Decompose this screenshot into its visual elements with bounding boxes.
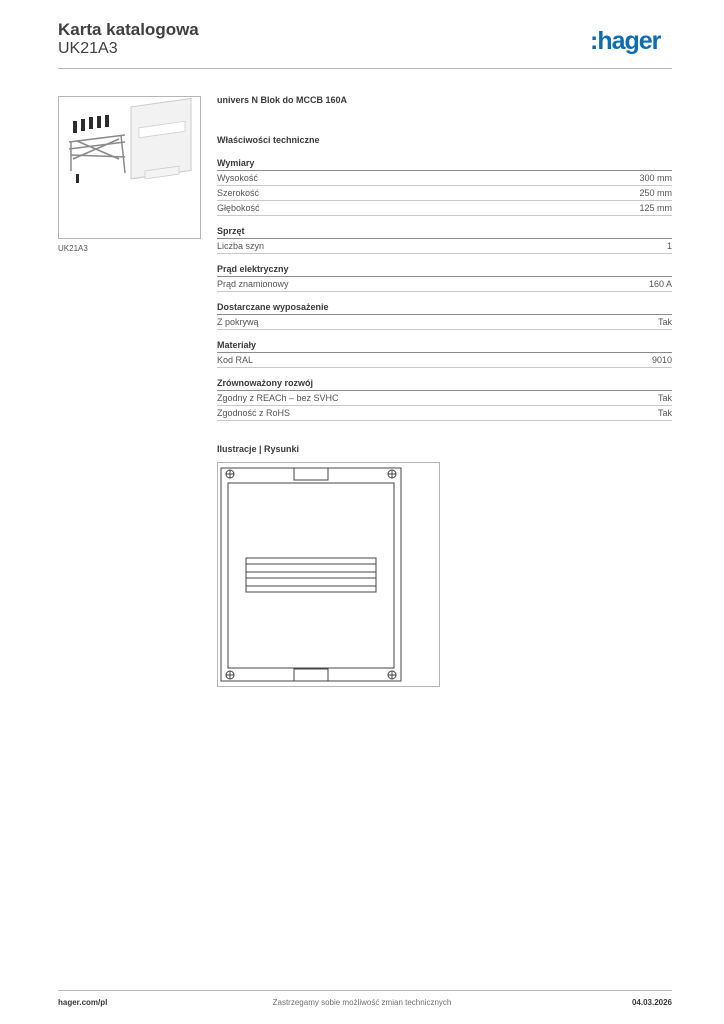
spec-group-supplied (217, 301, 672, 330)
spec-value: 250 mm (639, 188, 672, 198)
spec-label: Wysokość (217, 173, 258, 183)
group-title: Dostarczane wyposażenie (217, 301, 672, 315)
technical-drawing (217, 462, 440, 687)
spec-row (217, 277, 672, 292)
spec-row (217, 171, 672, 186)
spec-label: Kod RAL (217, 355, 254, 365)
product-code: UK21A3 (58, 40, 118, 57)
spec-label: Liczba szyn (217, 241, 265, 251)
spec-value: 125 mm (639, 203, 672, 213)
spec-row (217, 315, 672, 330)
spec-row (217, 353, 672, 368)
spec-label: Prąd znamionowy (217, 279, 289, 289)
spec-value: 300 mm (639, 173, 672, 183)
spec-value: 9010 (651, 355, 672, 365)
section-title: Właściwości techniczne (217, 135, 320, 145)
technical-drawing-svg (218, 463, 439, 686)
spec-label: Szerokość (217, 188, 260, 198)
spec-row (217, 406, 672, 421)
group-title: Prąd elektryczny (217, 263, 672, 277)
spec-group-materials (217, 339, 672, 368)
product-name: univers N Blok do MCCB 160A (217, 95, 348, 105)
group-title: Sprzęt (217, 225, 672, 239)
logo-wordmark: :hager (590, 27, 661, 55)
spec-label: Zgodny z REACh – bez SVHC (217, 393, 339, 403)
spec-value: Tak (657, 408, 672, 418)
group-title: Zrównoważony rozwój (217, 377, 672, 391)
footer-divider (58, 990, 672, 991)
spec-value: Tak (657, 393, 672, 403)
spec-label: Zgodność z RoHS (217, 408, 291, 418)
illustrations-title: Ilustracje | Rysunki (217, 444, 300, 454)
spec-group-electrical (217, 263, 672, 292)
spec-group-sustainability (217, 377, 672, 421)
product-photo (58, 96, 201, 239)
spec-group-equipment (217, 225, 672, 254)
product-photo-illustration (59, 97, 200, 238)
footer-date: 04.03.2026 (631, 998, 672, 1007)
page-title: Karta katalogowa (58, 20, 199, 39)
spec-row (217, 391, 672, 406)
photo-caption: UK21A3 (58, 244, 88, 253)
spec-group-dimensions (217, 157, 672, 216)
spec-row (217, 201, 672, 216)
footer-disclaimer: Zastrzegamy sobie możliwość zmian technicznych (272, 998, 452, 1007)
spec-table (217, 95, 672, 430)
spec-value: 160 A (648, 279, 672, 289)
spec-row (217, 239, 672, 254)
hager-logo[interactable] (590, 27, 676, 59)
group-title: Wymiary (217, 157, 672, 171)
spec-row (217, 186, 672, 201)
footer-website-link[interactable]: hager.com/pl (58, 998, 108, 1007)
spec-label: Głębokość (217, 203, 260, 213)
spec-label: Z pokrywą (217, 317, 259, 327)
header-divider (58, 68, 672, 69)
spec-value: 1 (666, 241, 672, 251)
spec-value: Tak (657, 317, 672, 327)
group-title: Materiały (217, 339, 672, 353)
